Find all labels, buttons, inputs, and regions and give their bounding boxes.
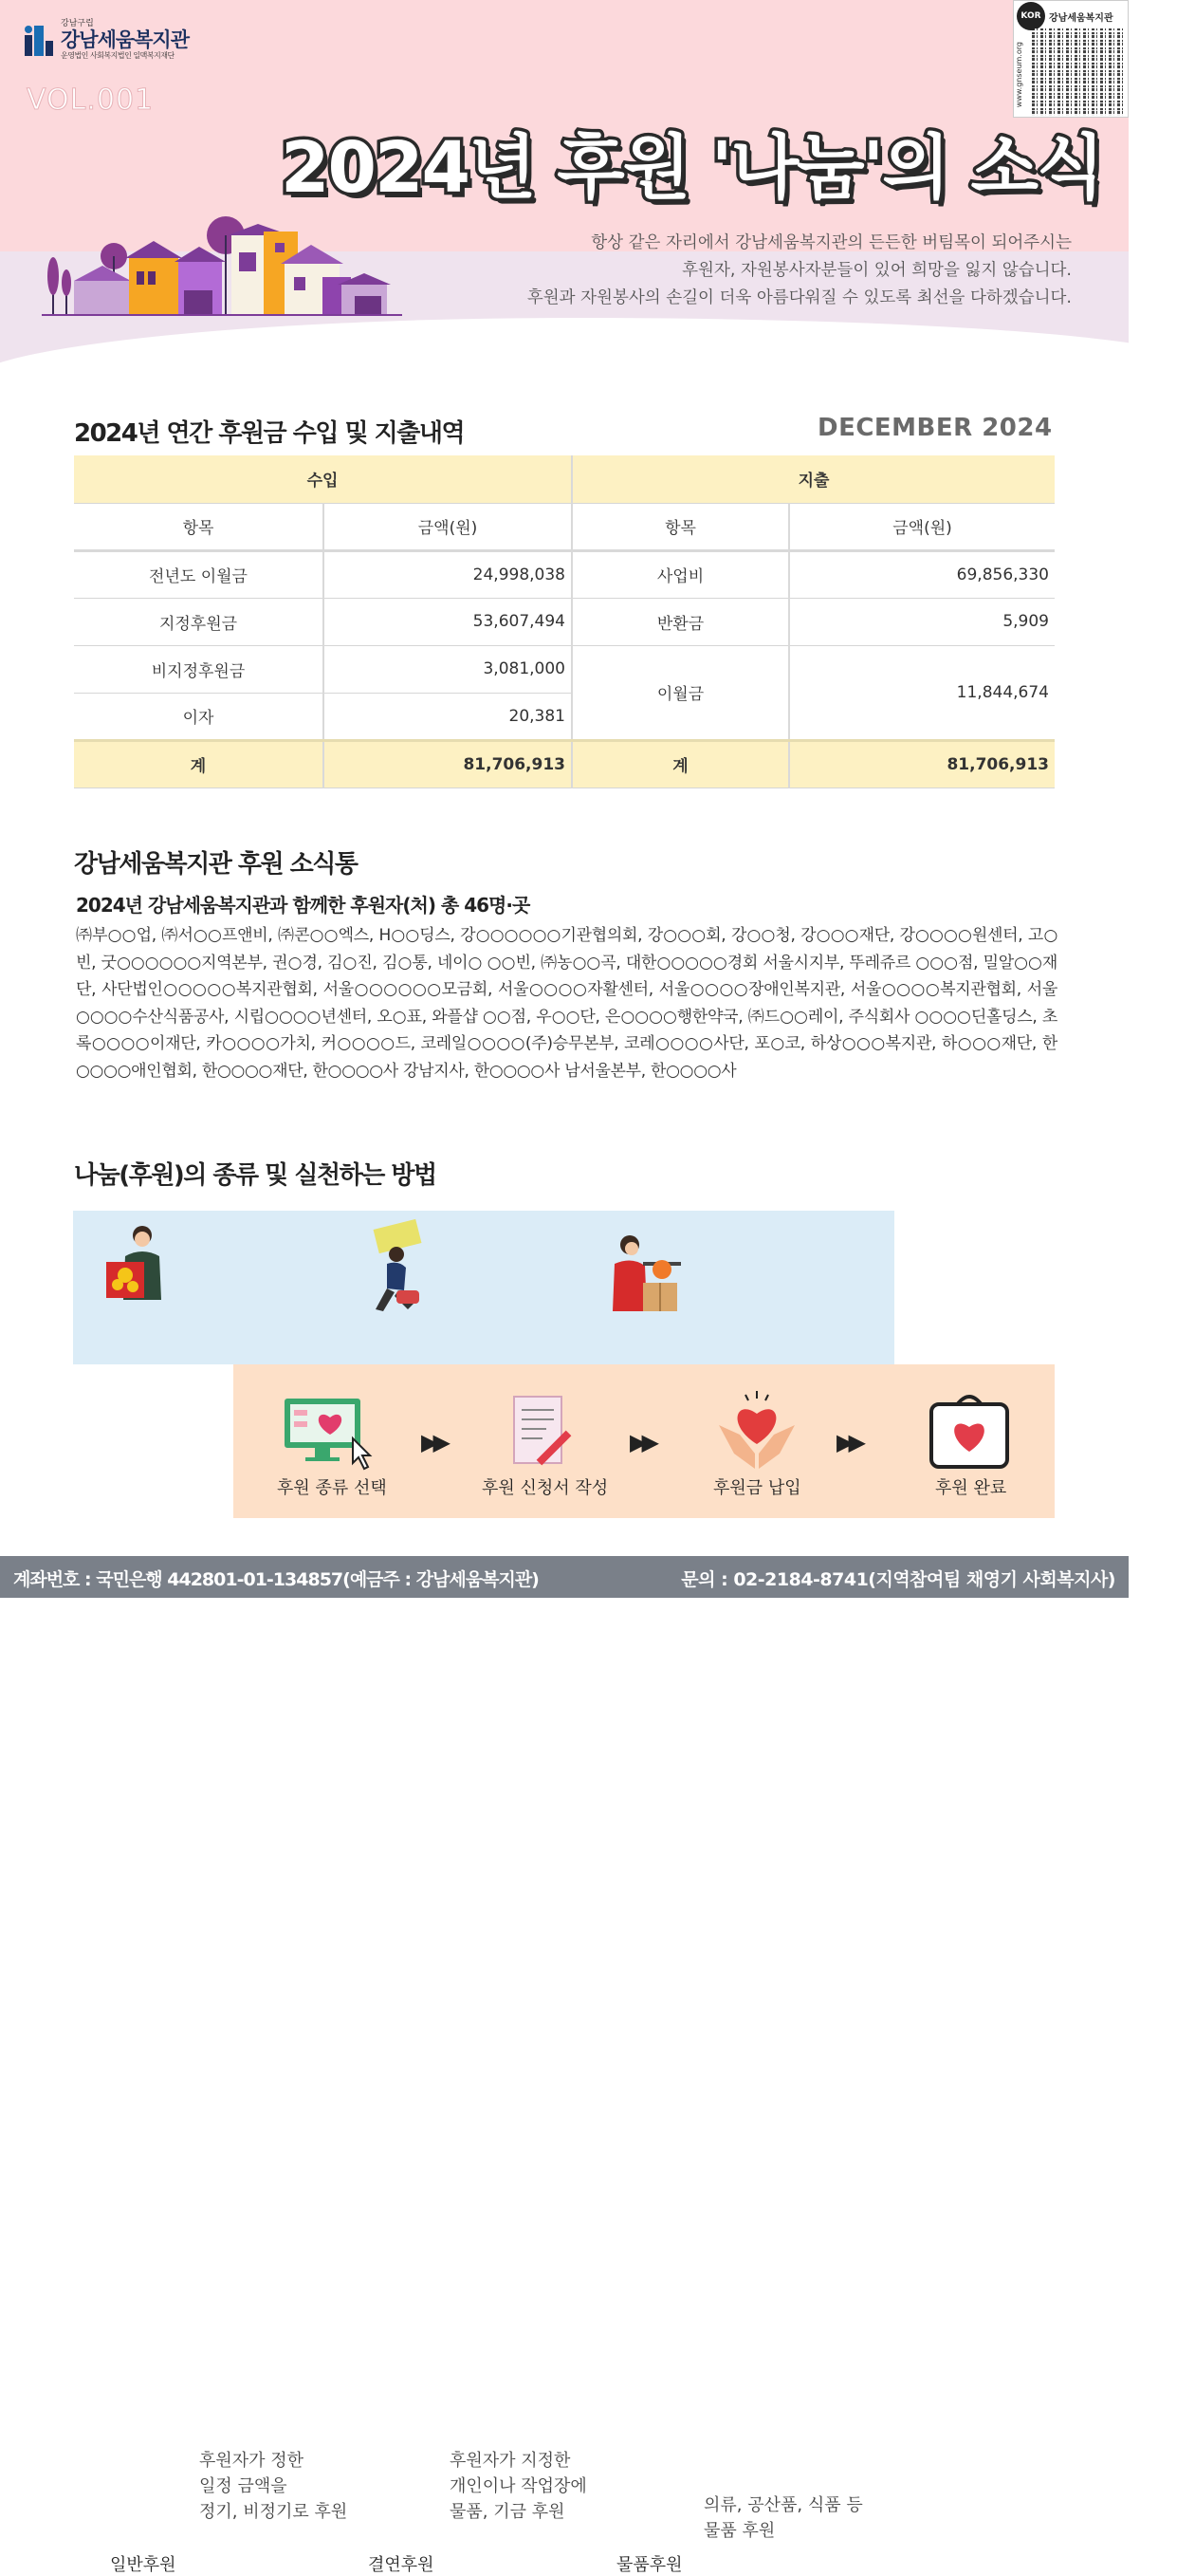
- expense-total-label: 계: [572, 740, 789, 788]
- income-amount: 20,381: [323, 693, 572, 740]
- town-illustration-icon: [42, 224, 440, 330]
- double-arrow-icon: ▶▶: [836, 1429, 860, 1455]
- qr-brand: [1017, 2, 1113, 30]
- income-item: 지정후원금: [74, 598, 323, 645]
- intro-text: [427, 230, 1072, 312]
- org-logo[interactable]: [23, 19, 189, 61]
- income-total-label: 계: [74, 740, 323, 788]
- table-subheader-row: [74, 503, 1055, 550]
- expense-total: 81,706,913: [789, 740, 1055, 788]
- step-label-payment: 후원금 납입: [713, 1478, 801, 1498]
- expense-item: 사업비: [572, 550, 789, 598]
- income-total: 81,706,913: [323, 740, 572, 788]
- step-label-form: 후원 신청서 작성: [482, 1478, 609, 1498]
- intro-line: 후원자, 자원봉사자분들이 있어 희망을 잃지 않습니다.: [682, 261, 1072, 280]
- type-label: 물품후원: [616, 2555, 683, 2575]
- expense-header: 지출: [572, 455, 1055, 503]
- type-desc-line: 정기, 비정기로 후원: [199, 2502, 348, 2522]
- expense-amount: 5,909: [789, 598, 1055, 645]
- income-header: 수입: [74, 455, 572, 503]
- type-label: 일반후원: [110, 2555, 176, 2575]
- type-desc: [704, 2493, 863, 2544]
- type-desc-line: 물품, 기금 후원: [450, 2502, 565, 2522]
- org-gu: 강남구립: [61, 19, 94, 28]
- table-total-row: [74, 740, 1055, 788]
- qr-title: 강남세움복지관: [1049, 12, 1113, 24]
- intro-line: 항상 같은 자리에서 강남세움복지관의 든든한 버팀목이 되어주시는: [591, 233, 1072, 252]
- type-desc: [199, 2448, 347, 2525]
- type-desc-line: 물품 후원: [704, 2521, 776, 2541]
- kor-badge-icon: KOR: [1017, 2, 1045, 30]
- gift-bag-heart-icon: [928, 1391, 1011, 1469]
- donors-subtitle: 2024년 강남세움복지관과 함께한 후원자(처) 총 46명·곳: [76, 894, 530, 917]
- footer-bar: [0, 1556, 1129, 1598]
- step-label-select: 후원 종류 선택: [277, 1478, 387, 1498]
- income-amount: 3,081,000: [323, 645, 572, 693]
- monitor-heart-icon: [283, 1397, 381, 1473]
- finance-section-title: 2024년 연간 후원금 수입 및 지출내역: [74, 419, 465, 448]
- col-income-item: 항목: [74, 503, 323, 550]
- table-row: [74, 598, 1055, 645]
- type-label: 결연후원: [368, 2555, 434, 2575]
- double-arrow-icon: ▶▶: [630, 1429, 653, 1455]
- income-item: 전년도 이월금: [74, 550, 323, 598]
- table-row: [74, 550, 1055, 598]
- col-expense-item: 항목: [572, 503, 789, 550]
- person-with-goods-icon: [607, 1233, 683, 1313]
- volume-label: VOL.001: [27, 83, 155, 117]
- org-operator: 운영법인 사회복지법인 일맥복지재단: [61, 51, 175, 60]
- col-expense-amount: 금액(원): [789, 503, 1055, 550]
- expense-item: 반환금: [572, 598, 789, 645]
- type-desc-line: 일정 금액을: [199, 2476, 287, 2496]
- double-arrow-icon: ▶▶: [421, 1429, 445, 1455]
- type-desc-line: 후원자가 지정한: [450, 2451, 571, 2471]
- methods-section-title: 나눔(후원)의 종류 및 실천하는 방법: [74, 1161, 436, 1190]
- person-with-gift-icon: [102, 1224, 171, 1311]
- income-item: 비지정후원금: [74, 645, 323, 693]
- footer-contact[interactable]: 문의 : 02-2184-8741(지역참여팀 채영기 사회복지사): [681, 1569, 1115, 1590]
- expense-amount: 11,844,674: [789, 645, 1055, 740]
- donation-types-panel: [73, 1211, 894, 1364]
- type-desc: [450, 2448, 587, 2525]
- logo-mark-icon: [23, 22, 55, 58]
- expense-item: 이월금: [572, 645, 789, 740]
- income-amount: 24,998,038: [323, 550, 572, 598]
- donors-section-title: 강남세움복지관 후원 소식통: [74, 850, 358, 879]
- expense-amount: 69,856,330: [789, 550, 1055, 598]
- finance-table: [74, 455, 1055, 788]
- col-income-amount: 금액(원): [323, 503, 572, 550]
- intro-line: 후원과 자원봉사의 손길이 더욱 아름다워질 수 있도록 최선을 다하겠습니다.: [526, 288, 1072, 307]
- footer-account: 계좌번호 : 국민은행 442801-01-134857(예금주 : 강남세움복지관): [13, 1569, 539, 1590]
- table-header-row: [74, 455, 1055, 503]
- type-desc-line: 후원자가 정한: [199, 2451, 304, 2471]
- type-desc-line: 개인이나 작업장에: [450, 2476, 587, 2496]
- income-amount: 53,607,494: [323, 598, 572, 645]
- qr-code-icon[interactable]: [1032, 28, 1125, 116]
- income-item: 이자: [74, 693, 323, 740]
- org-name: 강남세움복지관: [61, 28, 190, 51]
- table-row: [74, 645, 1055, 693]
- donors-list: ㈜부○○업, ㈜서○○프앤비, ㈜콘○○엑스, H○○딩스, 강○○○○○○기관협의회, 강○○○회, 강○○청, 강○○○재단, 강○○○○원센터, 고○빈, 굿○○○○○○지역본부, 권○경, 김○진, 김○통, 네이○ ○○빈, ㈜농○○곡, 대한○○○○○경회 서울시지부, 뚜레쥬르 ○○○점, 밀알○○재단, 사단법인○○○○○복지관협회, 서울○○○○○○모금회, 서울○○○○자활센터, 서울○○○○장애인복지관, 서울○○○○복지관협회, 서울○○○○수산식품공사, 시립○○○○년센터, 오○표, 와플샵 ○○점, 우○○단, 은○○○○행한약국, ㈜드○○레이, 주식회사 ○○○○딘홀딩스, 초록○○○○이재단, 카○○○○가치, 커○○○○드, 코레일○○○○(주)승무본부, 코레○○○○사단, 포○코, 하상○○○복지관, 하○○○재단, 한○○○○애인협회, 한○○○○재단, 한○○○○사 강남지사, 한○○○○사 남서울본부, 한○○○○사: [76, 926, 1057, 1081]
- person-carrying-box-icon: [370, 1222, 436, 1317]
- application-form-icon: [508, 1393, 579, 1473]
- date-label: DECEMBER 2024: [818, 414, 1053, 442]
- hands-heart-icon: [717, 1387, 797, 1473]
- qr-url: www.gnseum.org: [1015, 42, 1023, 108]
- type-desc-line: 의류, 공산품, 식품 등: [704, 2495, 863, 2515]
- page-title: 2024년 후원 '나눔'의 소식: [281, 127, 1103, 209]
- step-label-complete: 후원 완료: [935, 1478, 1007, 1498]
